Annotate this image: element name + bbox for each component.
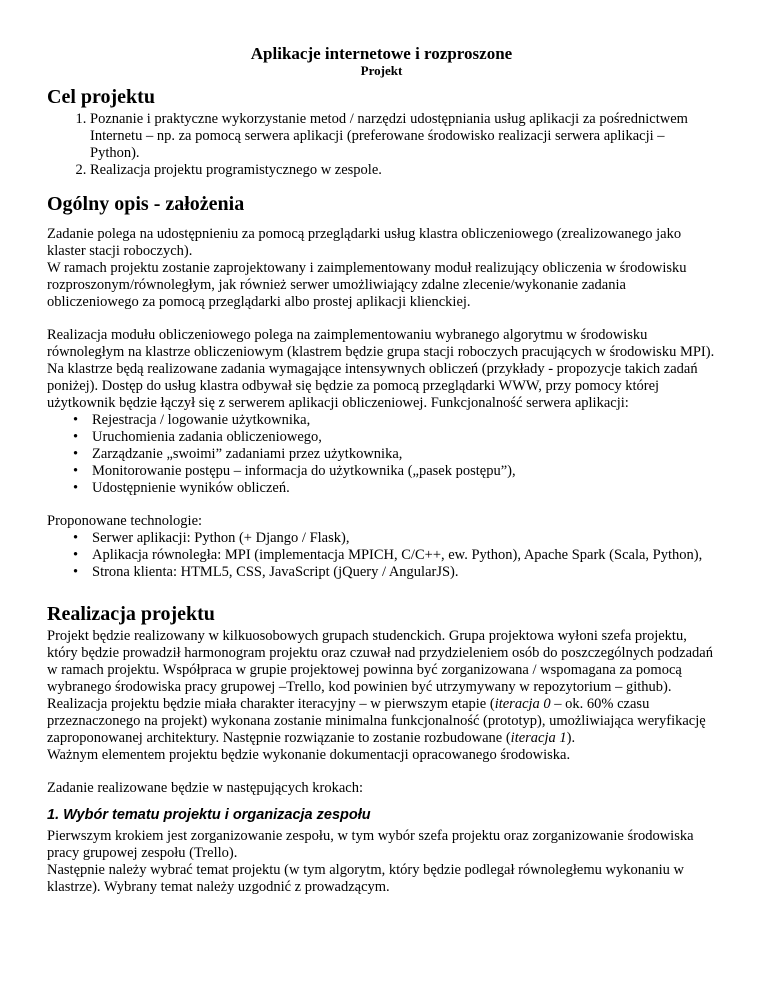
list-item: • Zarządzanie „swoimi” zadaniami przez użytkownika, [73,446,403,462]
bullet-icon: • [73,480,79,496]
opis-paragraph: Zadanie polega na udostępnieniu za pomocą przeglądarki usług klastra obliczeniowego (zrealizowanego jako klaster stacji roboczych). [47,226,682,259]
cel-list-item: 1. Poznanie i praktyczne wykorzystanie metod / narzędzi udostępniania usług aplikacji za pośrednictwem Internetu – np. za pomocą serwera aplikacji (preferowane środowisko realizacji serwera aplikacji – Python). [90,111,716,162]
opis-paragraph: W ramach projektu zostanie zaprojektowany i zaimplementowany moduł realizujący obliczenia w środowisku rozproszonym/równoległym, jak również serwer umożliwiający zdalne zlecenie/wykonanie zadania obliczeniowego za pomocą przeglądarki albo prostej aplikacji klienckiej. [47,260,687,310]
realizacja-paragraph: Realizacja projektu będzie miała charakter iteracyjny – w pierwszym etapie (iteracja 0 – ok. 60% czasu przeznaczonego na projekt) wykonana zostanie minimalna funkcjonalność (prototyp), umożliwiająca weryfikację zaproponowanej architektury. Następnie rozwiązanie to zostanie rozbudowane (iteracja 1). [47,696,706,746]
bullet-icon: • [73,429,79,445]
document-subtitle: Projekt [360,63,403,78]
realizacja-paragraph: Projekt będzie realizowany w kilkuosobowych grupach studenckich. Grupa projektowa wyłoni szefa projektu, który będzie prowadził harmonogram projektu oraz czuwał nad przydzieleniem osób do poszczególnych podzadań w ramach projektu. Współpraca w grupie projektowej powinna być zorganizowana / wspomagana za pomocą wybranego środowiska pracy grupowej –Trello, kod powinien być utrzymywany w repozytorium – github). [47,628,713,695]
section-heading-realizacja: Realizacja projektu [47,603,215,625]
bullet-icon: • [73,564,79,580]
bullet-icon: • [73,412,79,428]
list-item: • Rejestracja / logowanie użytkownika, [73,412,311,428]
step-heading-1: 1. Wybór tematu projektu i organizacja zespołu [47,807,371,823]
section-heading-opis: Ogólny opis - założenia [47,193,245,215]
cel-list [47,111,716,179]
step-paragraph: Następnie należy wybrać temat projektu (w tym algorytm, który będzie podlegał równoległemu wykonaniu w klastrze). Wybrany temat należy uzgodnić z prowadzącym. [47,862,685,895]
list-item: • Udostępnienie wyników obliczeń. [73,480,290,496]
list-item: • Monitorowanie postępu – informacja do użytkownika („pasek postępu”), [73,463,516,479]
bullet-icon: • [73,530,79,546]
tech-list [47,530,716,581]
list-item: • Uruchomienia zadania obliczeniowego, [73,429,322,445]
realizacja-paragraph: Ważnym elementem projektu będzie wykonanie dokumentacji opracowanego środowiska. [47,747,571,763]
list-item: • Serwer aplikacji: Python (+ Django / Flask), [73,530,350,546]
realizacja-paragraph: Zadanie realizowane będzie w następujących krokach: [47,780,364,796]
section-heading-cel: Cel projektu [47,86,155,108]
list-item: • Strona klienta: HTML5, CSS, JavaScript (jQuery / AngularJS). [73,564,459,580]
bullet-icon: • [73,446,79,462]
cel-list-item: 2. Realizacja projektu programistycznego w zespole. [90,162,716,179]
step-paragraph: Pierwszym krokiem jest zorganizowanie zespołu, w tym wybór szefa projektu oraz zorganizowanie środowiska pracy grupowej zespołu (Trello). [47,828,694,861]
functions-list [47,412,716,497]
bullet-icon: • [73,463,79,479]
bullet-icon: • [73,547,79,563]
list-item: • Aplikacja równoległa: MPI (implementacja MPICH, C/C++, ew. Python), Apache Spark (Scala, Python), [73,547,703,563]
document-title: Aplikacje internetowe i rozproszone [250,44,513,63]
tech-intro: Proponowane technologie: [47,513,203,529]
opis-paragraph: Realizacja modułu obliczeniowego polega na zaimplementowaniu wybranego algorytmu w środowisku równoległym na klastrze obliczeniowym (klastrem będzie grupa stacji roboczych pracujących w środowisku MPI). Na klastrze będą realizowane zadania wymagające intensywnych obliczeń (przykłady - propozycje takich zadań poniżej). Dostęp do usług klastra odbywał się będzie za pomocą przeglądarki WWW, przy pomocy której użytkownik będzie łączył się z serwerem aplikacji obliczeniowej. Funkcjonalność serwera aplikacji: [47,327,715,411]
